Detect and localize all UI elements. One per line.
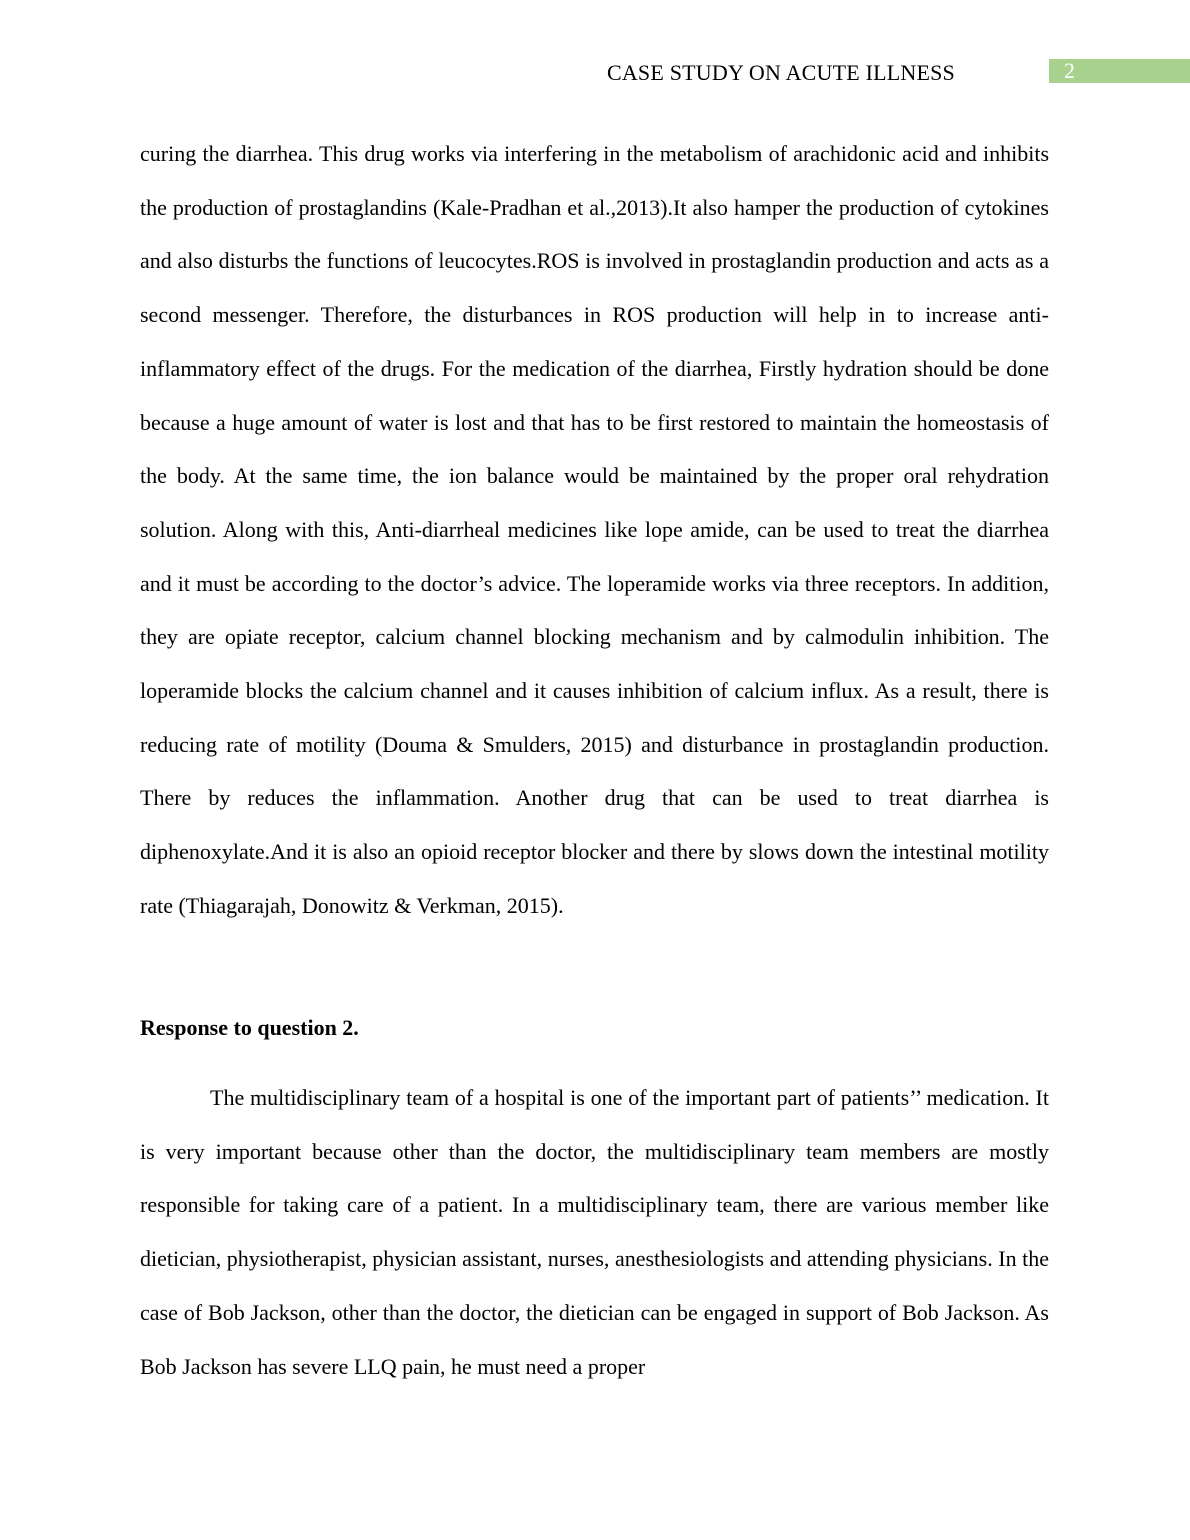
section-heading: Response to question 2. [140,1015,359,1040]
body-paragraph-2: The multidisciplinary team of a hospital is one of the important part of patients’’ medication. It is very important because other than the doctor, the multidisciplinary team members are mostly responsible for taking care of a patient. In a multidisciplinary team, there are various member like dietician, physiotherapist, physician assistant, nurses, anesthesiologists and attending physicians. In the case of Bob Jackson, other than the doctor, the dietician can be engaged in support of Bob Jackson. As Bob Jackson has severe LLQ pain, he must need a proper [140,1085,1049,1379]
page-number-badge: 2 [1049,59,1190,83]
running-header-title: CASE STUDY ON ACUTE ILLNESS [606,60,955,85]
body-paragraph-1: curing the diarrhea. This drug works via interfering in the metabolism of arachidonic acid and inhibits the production of prostaglandins (Kale-Pradhan et al.,2013).It also hamper the production of cytokines and also disturbs the functions of leucocytes.ROS is involved in prostaglandin production and acts as a second messenger. Therefore, the disturbances in ROS production will help in to increase anti-inflammatory effect of the drugs. For the medication of the diarrhea, Firstly hydration should be done because a huge amount of water is lost and that has to be first restored to maintain the homeostasis of the body. At the same time, the ion balance would be maintained by the proper oral rehydration solution. Along with this, Anti-diarrheal medicines like lope amide, can be used to treat the diarrhea and it must be according to the doctor’s advice. The loperamide works via three receptors. In addition, they are opiate receptor, calcium channel blocking mechanism and by calmodulin inhibition. The loperamide blocks the calcium channel and it causes inhibition of calcium influx. As a result, there is reducing rate of motility (Douma & Smulders, 2015) and disturbance in prostaglandin production. There by reduces the inflammation. Another drug that can be used to treat diarrhea is diphenoxylate.And it is also an opioid receptor blocker and there by slows down the intestinal motility rate (Thiagarajah, Donowitz & Verkman, 2015). [140,141,1049,918]
